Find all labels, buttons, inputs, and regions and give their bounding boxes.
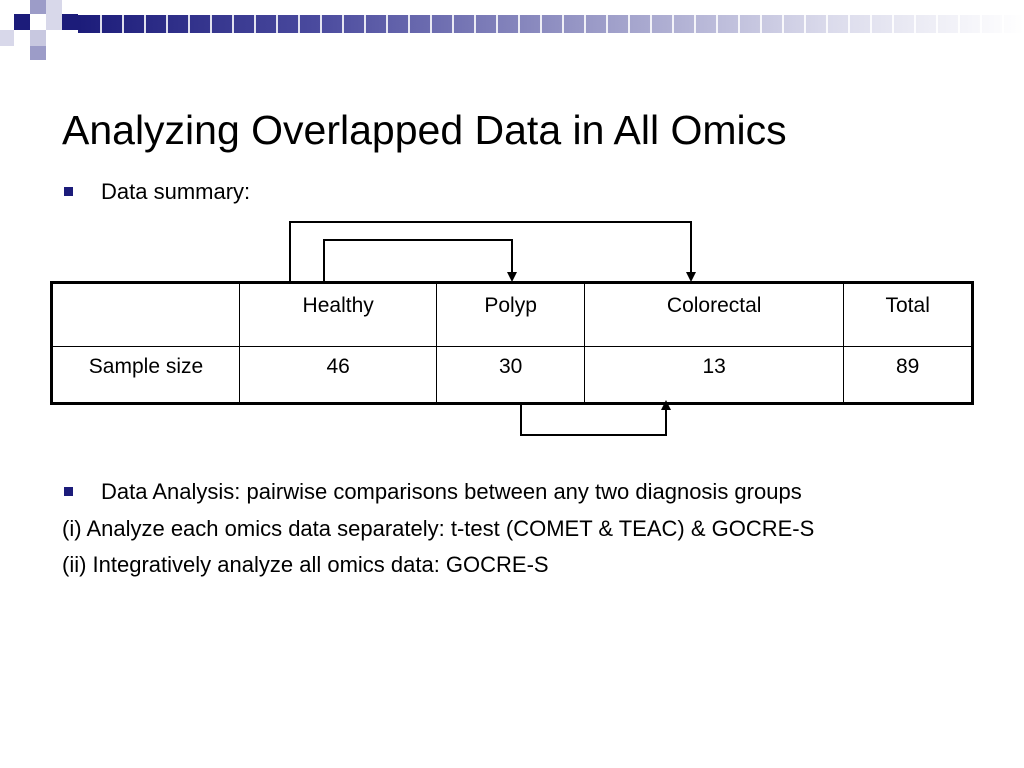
- bullet-square-icon: [64, 487, 73, 496]
- table-cell-total: 89: [844, 347, 973, 404]
- table-header-polyp: Polyp: [437, 283, 585, 347]
- table-cell-colorectal: 13: [584, 347, 843, 404]
- sample-size-table: [50, 281, 974, 405]
- table-header-total: Total: [844, 283, 973, 347]
- bullet-text: Data Analysis: pairwise comparisons between any two diagnosis groups: [101, 479, 802, 504]
- page-title: Analyzing Overlapped Data in All Omics: [62, 107, 787, 153]
- table-header-colorectal: Colorectal: [584, 283, 843, 347]
- table-row-label: Sample size: [52, 347, 240, 404]
- table-cell-healthy: 46: [240, 347, 437, 404]
- table-cell-polyp: 30: [437, 347, 585, 404]
- table-row: [52, 347, 973, 404]
- connector-healthy-to-colorectal: [290, 222, 691, 281]
- analysis-line-1: (i) Analyze each omics data separately: t-test (COMET & TEAC) & GOCRE-S: [62, 516, 815, 541]
- table-header-empty: [52, 283, 240, 347]
- bullet-data-analysis: [62, 478, 802, 506]
- connector-polyp-to-colorectal: [521, 402, 666, 435]
- table-header-row: [52, 283, 973, 347]
- connector-healthy-to-polyp: [324, 240, 512, 281]
- table-header-healthy: Healthy: [240, 283, 437, 347]
- bullet-text: Data summary:: [101, 179, 251, 204]
- analysis-line-2: (ii) Integratively analyze all omics data: GOCRE-S: [62, 552, 549, 577]
